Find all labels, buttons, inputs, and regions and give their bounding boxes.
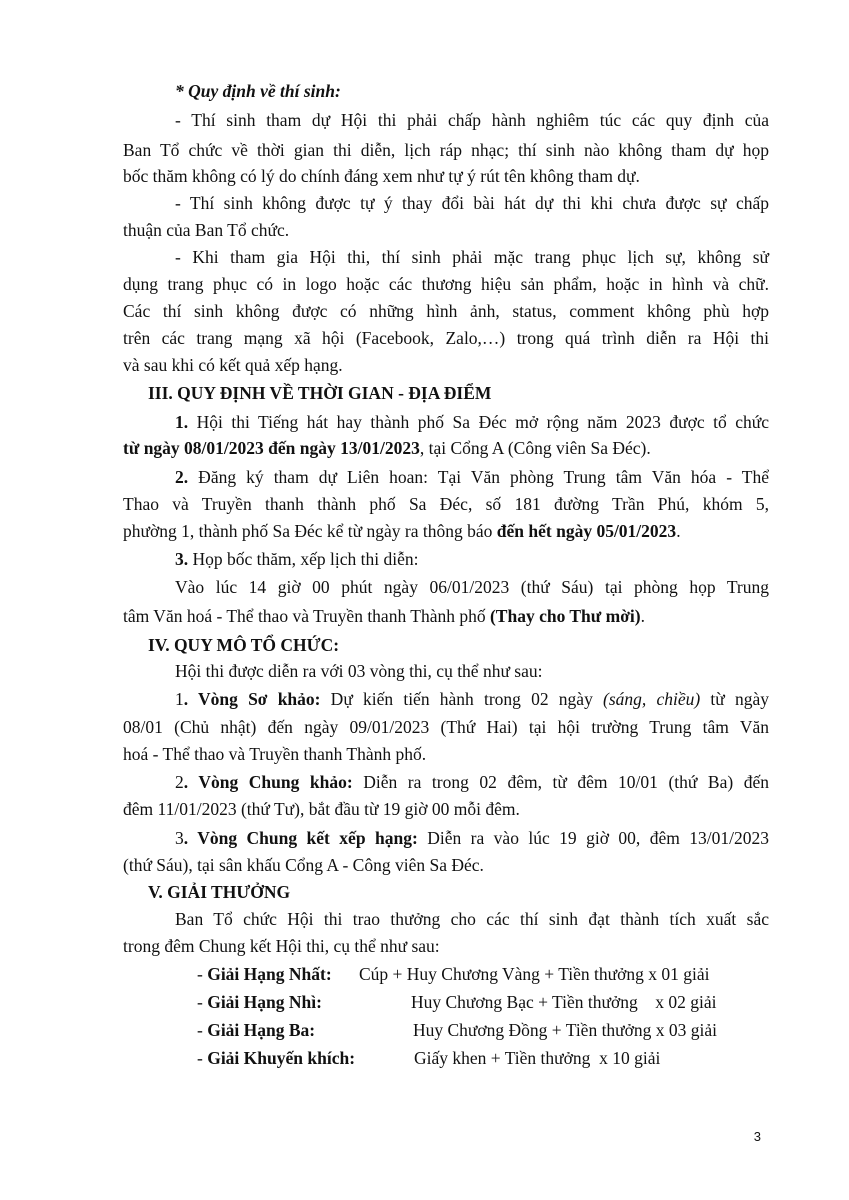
rules-p3-line5: và sau khi có kết quả xếp hạng. xyxy=(123,355,343,375)
section4-round3-line1 xyxy=(175,827,769,849)
prize-row xyxy=(197,1019,315,1041)
round3-text: Diễn ra vào lúc 19 giờ 00, đêm 13/01/2023 xyxy=(417,828,769,848)
section3-item1-line2 xyxy=(123,437,769,459)
section5-intro-line1: Ban Tổ chức Hội thi trao thưởng cho các thí sinh đạt thành tích xuất sắc xyxy=(175,909,769,929)
rules-heading-text: * Quy định về thí sinh: xyxy=(175,81,341,101)
section3-item1-venue: , tại Cổng A (Công viên Sa Đéc). xyxy=(419,438,651,458)
section3-item2-text: Đăng ký tham dự Liên hoan: Tại Văn phòng Trung tâm Văn hóa - Thể xyxy=(188,467,769,487)
round1-session-note: (sáng, chiều) xyxy=(603,689,701,709)
section3-title: III. QUY ĐỊNH VỀ THỜI GIAN - ĐỊA ĐIỂM xyxy=(148,383,492,403)
section3-item3-para-line1: Vào lúc 14 giờ 00 phút ngày 06/01/2023 (thứ Sáu) tại phòng họp Trung xyxy=(175,577,769,597)
prize-award: Huy Chương Đồng + Tiền thưởng x 03 giải xyxy=(413,1020,718,1040)
section4-title: IV. QUY MÔ TỔ CHỨC: xyxy=(148,635,340,655)
rules-p3-line3: Các thí sinh không được có những hình ảnh, status, comment không phù hợp xyxy=(123,301,769,321)
section3-item3-text: Họp bốc thăm, xếp lịch thi diễn: xyxy=(188,549,419,569)
section3-item3-para-line2 xyxy=(123,605,769,627)
section4-round3-line2: (thứ Sáu), tại sân khấu Cổng A - Công viên Sa Đéc. xyxy=(123,855,484,875)
section3-item3-para-text: tâm Văn hoá - Thể thao và Truyền thanh Thành phố xyxy=(123,606,490,626)
section5-intro-line2: trong đêm Chung kết Hội thi, cụ thể như sau: xyxy=(123,936,440,956)
round2-text: Diễn ra trong 02 đêm, từ đêm 10/01 (thứ Ba) đến xyxy=(352,772,769,792)
section3-item1-number: 1. xyxy=(175,412,189,432)
prize-dash: - xyxy=(197,1048,208,1068)
prize-row xyxy=(197,991,322,1013)
rules-p2-line1: - Thí sinh không được tự ý thay đổi bài hát dự thi khi chưa được sự chấp xyxy=(175,193,769,213)
rules-p3-line1: - Khi tham gia Hội thi, thí sinh phải mặc trang phục lịch sự, không sử xyxy=(175,247,769,267)
section3-item1-text: Hội thi Tiếng hát hay thành phố Sa Đéc mở rộng năm 2023 được tổ chức xyxy=(188,412,769,432)
prize-award: Giấy khen + Tiền thưởng x 10 giải xyxy=(414,1048,661,1068)
prize-dash: - xyxy=(197,992,208,1012)
prize-name: Giải Hạng Nhì: xyxy=(207,992,322,1012)
section3-item2-number: 2. xyxy=(175,467,189,487)
rules-p3-line4: trên các trang mạng xã hội (Facebook, Zalo,…) trong quá trình diễn ra Hội thi xyxy=(123,328,769,348)
prize-name: Giải Hạng Nhất: xyxy=(207,964,332,984)
round3-label: . Vòng Chung kết xếp hạng: xyxy=(183,828,418,848)
rules-p3-line2: dụng trang phục có in logo hoặc các thương hiệu sản phẩm, hoặc in hình và chữ. xyxy=(123,274,769,294)
section4-round2-line2: đêm 11/01/2023 (thứ Tư), bắt đầu từ 19 giờ 00 mỗi đêm. xyxy=(123,799,520,819)
section4-round1-line3: hoá - Thể thao và Truyền thanh Thành phố. xyxy=(123,744,427,764)
rules-p1-line3: bốc thăm không có lý do chính đáng xem như tự ý rút tên không tham dự. xyxy=(123,166,640,186)
section3-item3-period: . xyxy=(640,606,645,626)
round1-text-b: từ ngày xyxy=(700,689,769,709)
prize-row xyxy=(197,963,332,985)
section3-item2-period: . xyxy=(676,521,681,541)
section3-item2-line1 xyxy=(175,466,769,488)
rules-p1-line2: Ban Tổ chức về thời gian thi diễn, lịch ráp nhạc; thí sinh nào không tham dự họp xyxy=(123,140,769,160)
round2-number: 2 xyxy=(175,772,184,792)
round2-label: . Vòng Chung khảo: xyxy=(183,772,353,792)
prize-name: Giải Hạng Ba: xyxy=(207,1020,316,1040)
section3-item3-line1 xyxy=(175,548,769,570)
round1-label: . Vòng Sơ khảo: xyxy=(183,689,321,709)
section3-item2-text-3: phường 1, thành phố Sa Đéc kể từ ngày ra thông báo xyxy=(123,521,497,541)
round3-number: 3 xyxy=(175,828,184,848)
prize-award: Cúp + Huy Chương Vàng + Tiền thưởng x 01 giải xyxy=(359,964,710,984)
section3-item3-number: 3. xyxy=(175,549,189,569)
prize-row xyxy=(197,1047,355,1069)
prize-dash: - xyxy=(197,1020,208,1040)
prize-name: Giải Khuyến khích: xyxy=(207,1048,356,1068)
round1-number: 1 xyxy=(175,689,184,709)
section3-item2-line2: Thao và Truyền thanh thành phố Sa Đéc, số 181 đường Trần Phú, khóm 5, xyxy=(123,494,769,514)
section3-item2-deadline: đến hết ngày 05/01/2023 xyxy=(496,521,677,541)
page-number: 3 xyxy=(753,1129,761,1144)
section4-round2-line1 xyxy=(175,771,769,793)
section4-intro: Hội thi được diễn ra với 03 vòng thi, cụ thể như sau: xyxy=(175,661,543,681)
section4-round1-line2: 08/01 (Chủ nhật) đến ngày 09/01/2023 (Thứ Hai) tại hội trường Trung tâm Văn xyxy=(123,717,769,737)
section3-item1-dates: từ ngày 08/01/2023 đến ngày 13/01/2023 xyxy=(123,438,420,458)
section5-title: V. GIẢI THƯỞNG xyxy=(148,882,291,902)
section4-round1-line1 xyxy=(175,688,769,710)
section3-item3-invitation-note: (Thay cho Thư mời) xyxy=(489,606,641,626)
round1-text-a: Dự kiến tiến hành trong 02 ngày xyxy=(320,689,604,709)
section3-item1-line1 xyxy=(175,411,769,433)
prize-award: Huy Chương Bạc + Tiền thưởng x 02 giải xyxy=(411,992,717,1012)
rules-heading xyxy=(175,80,341,102)
prize-dash: - xyxy=(197,964,208,984)
section3-item2-line3 xyxy=(123,520,769,542)
rules-p2-line2: thuận của Ban Tổ chức. xyxy=(123,220,290,240)
rules-p1-line1: - Thí sinh tham dự Hội thi phải chấp hành nghiêm túc các quy định của xyxy=(175,110,769,130)
